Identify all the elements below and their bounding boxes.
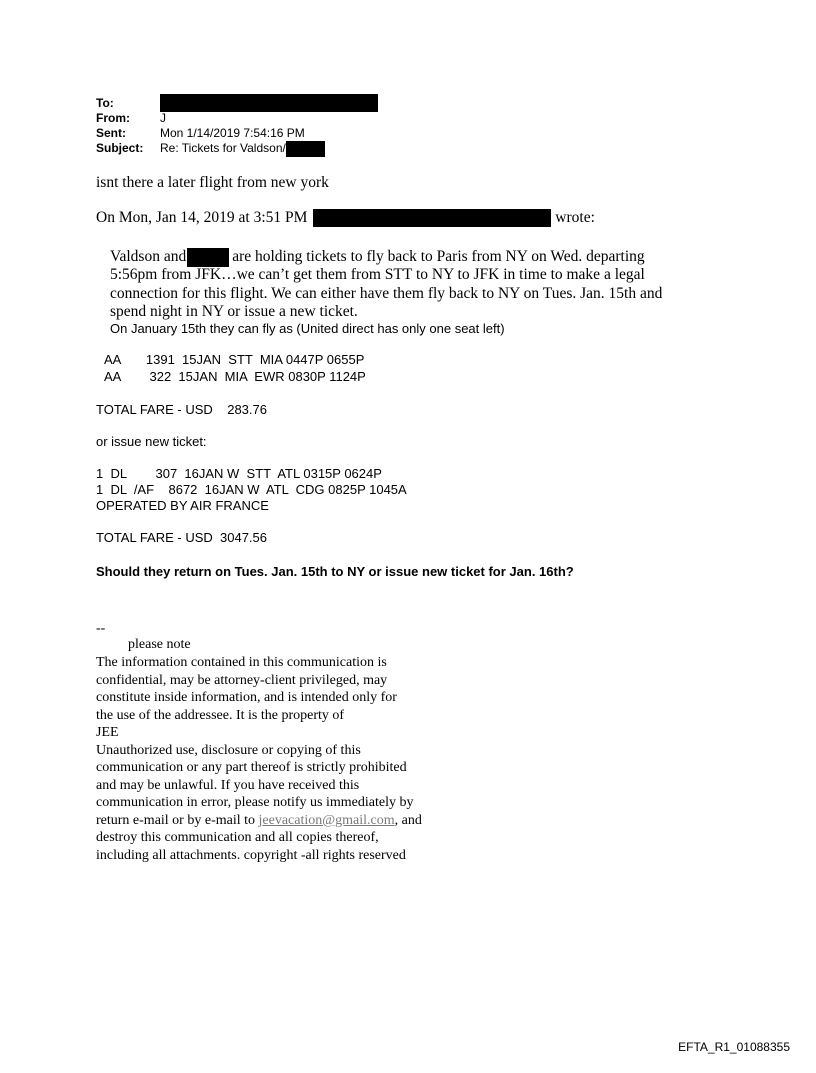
disclaimer-line: confidential, may be attorney-client privileged, may (96, 672, 388, 688)
itinerary1-line2: AA 322 15JAN MIA EWR 0830P 1124P (104, 369, 366, 384)
para-line1-rest: are holding tickets to fly back to Paris from NY on Wed. departing (232, 248, 645, 265)
disclaimer-line: Unauthorized use, disclosure or copying of this (96, 742, 361, 758)
quote-line-3: connection for this flight. We can either have them fly back to NY on Tues. Jan. 15th and (110, 285, 663, 302)
return-post: , and (394, 812, 422, 828)
disclaimer-line: communication in error, please notify us immediately by (96, 795, 414, 810)
document-id: EFTA_R1_01088355 (678, 1040, 790, 1054)
redaction-bar (160, 94, 378, 112)
reply-text: isnt there a later flight from new york (96, 174, 329, 191)
quote-intro (96, 209, 595, 227)
jan15-note: On January 15th they can fly as (United direct has only one seat left) (110, 321, 505, 336)
quote-line-4: spend night in NY or issue a new ticket. (110, 303, 358, 320)
disclaimer-line: constitute inside information, and is intended only for (96, 690, 397, 705)
redaction-bar (313, 209, 551, 227)
subject-label: Subject: (96, 141, 144, 155)
from-label: From: (96, 111, 130, 125)
to-label: To: (96, 96, 114, 110)
disclaimer-line: The information contained in this communication is (96, 655, 387, 670)
quote-intro-pre: On Mon, Jan 14, 2019 at 3:51 PM (96, 209, 308, 226)
header-subject-row (96, 142, 325, 157)
itinerary1-line1: AA 1391 15JAN STT MIA 0447P 0655P (104, 352, 365, 367)
quote-line-1 (110, 248, 645, 267)
return-pre: return e-mail or by e-mail to (96, 812, 259, 828)
itinerary2-line3: OPERATED BY AIR FRANCE (96, 498, 269, 513)
disclaimer-line: the use of the addressee. It is the property of (96, 707, 345, 723)
disclaimer-line: and may be unlawful. If you have received this (96, 777, 360, 793)
header-sent-row (96, 127, 305, 140)
itinerary2-line1: 1 DL 307 16JAN W STT ATL 0315P 0624P (96, 466, 382, 481)
header-from-row (96, 112, 166, 125)
from-value: J (160, 111, 166, 125)
disclaimer-line: destroy this communication and all copies thereof, (96, 830, 379, 845)
redaction-bar (187, 248, 229, 267)
signature-dashes: -- (96, 621, 106, 636)
quote-line-2: 5:56pm from JFK…we can’t get them from STT to NY to JFK in time to make a legal (110, 266, 645, 283)
disclaimer-line: JEE (96, 725, 119, 740)
question-text: Should they return on Tues. Jan. 15th to NY or issue new ticket for Jan. 16th? (96, 564, 574, 579)
itinerary2-line2: 1 DL /AF 8672 16JAN W ATL CDG 0825P 1045A (96, 482, 407, 497)
disclaimer-line-email (96, 812, 422, 830)
sent-value: Mon 1/14/2019 7:54:16 PM (160, 126, 305, 140)
disclaimer-line: communication or any part thereof is strictly prohibited (96, 760, 407, 775)
redaction-bar (286, 141, 325, 157)
header-to-row (96, 97, 378, 112)
email-link[interactable]: jeevacation@gmail.com (258, 812, 395, 828)
sent-label: Sent: (96, 126, 126, 140)
subject-value: Re: Tickets for Valdson/ (160, 141, 286, 155)
disclaimer-line: including all attachments. copyright -all rights reserved (96, 847, 406, 863)
please-note: please note (128, 637, 191, 652)
total-fare-2: TOTAL FARE - USD 3047.56 (96, 530, 267, 545)
or-issue-text: or issue new ticket: (96, 434, 207, 449)
quote-intro-post: wrote: (555, 209, 595, 226)
para-start: Valdson and (110, 248, 187, 265)
disclaimer-block (96, 654, 422, 864)
total-fare-1: TOTAL FARE - USD 283.76 (96, 402, 267, 417)
